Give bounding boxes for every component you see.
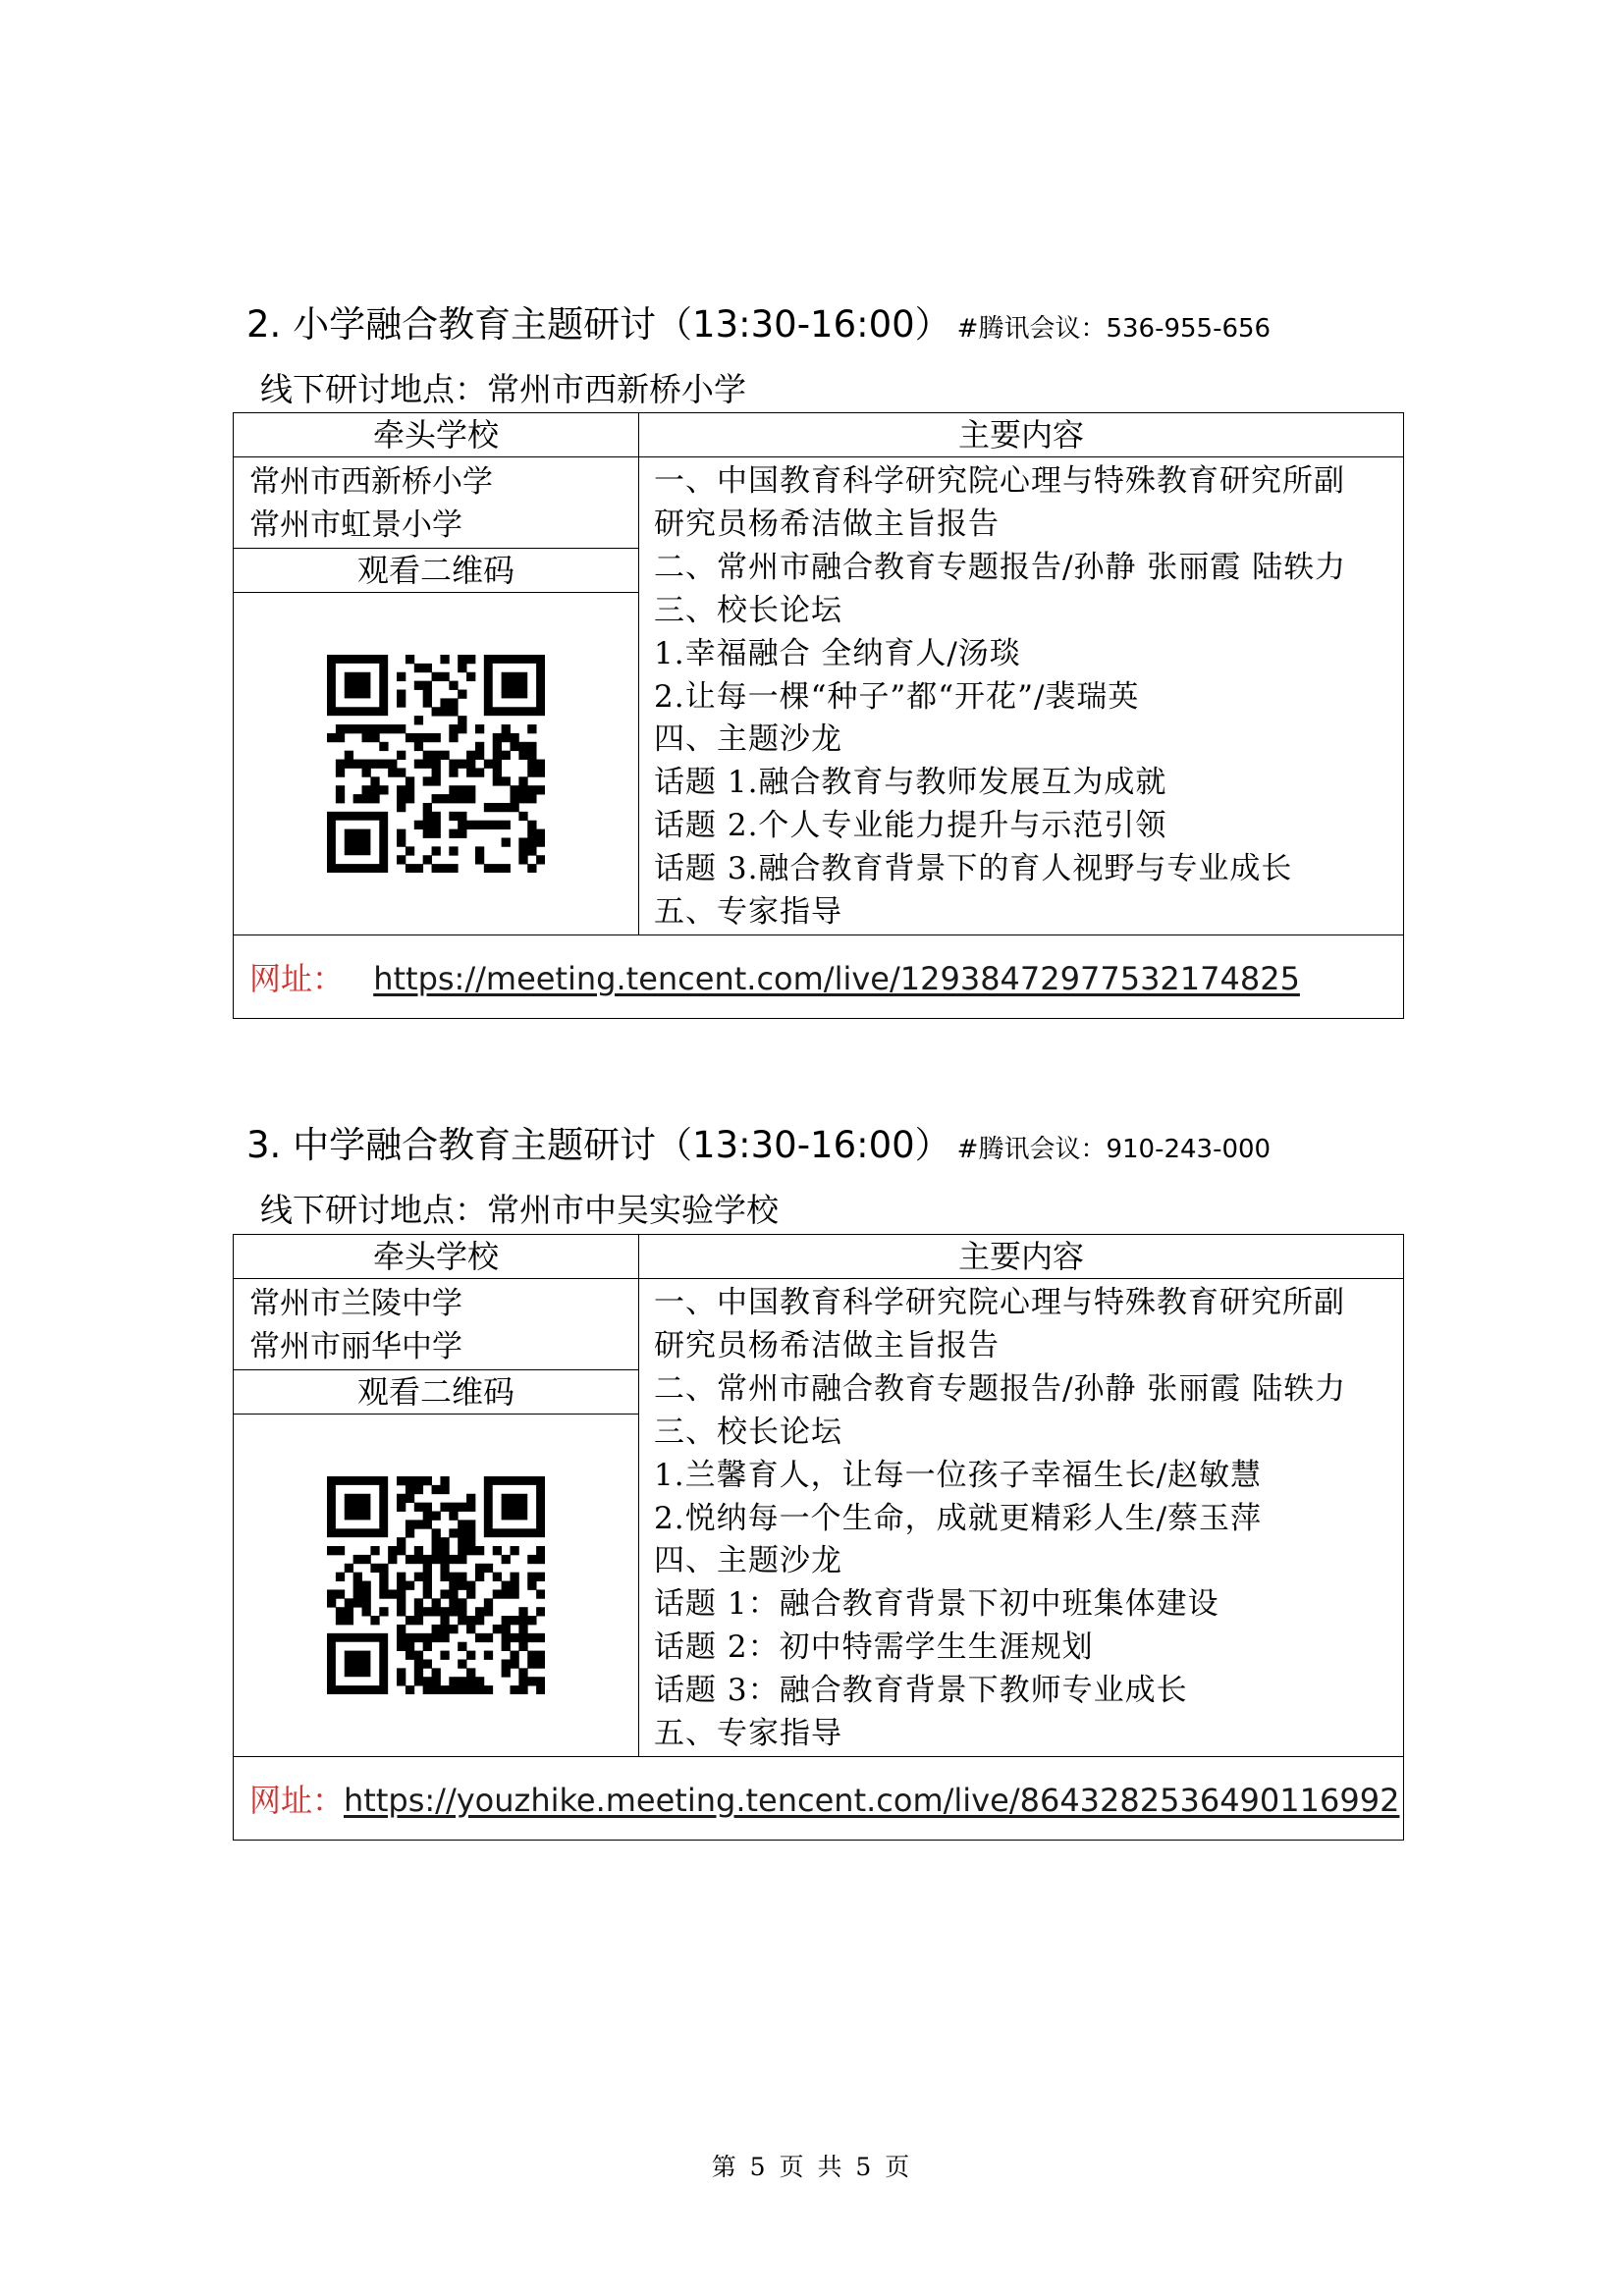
agenda-line: 二、常州市融合教育专题报告/孙静 张丽霞 陆轶力 bbox=[654, 1370, 1347, 1407]
lead-schools bbox=[234, 1279, 639, 1370]
agenda-line: 2.让每一棵“种子”都“开花”/裴瑞英 bbox=[654, 678, 1140, 715]
stream-link[interactable]: https://youzhike.meeting.tencent.com/live/8643282536490116992 bbox=[344, 1781, 1400, 1819]
schedule-table bbox=[233, 412, 1404, 1019]
url-row bbox=[234, 934, 1404, 1018]
page-footer: 第 5 页 共 5 页 bbox=[711, 2153, 913, 2181]
agenda-line: 2.悦纳每一个生命，成就更精彩人生/蔡玉萍 bbox=[654, 1500, 1263, 1536]
schedule-table bbox=[233, 1234, 1404, 1841]
header-content: 主要内容 bbox=[639, 413, 1404, 457]
qr-label: 观看二维码 bbox=[234, 1369, 639, 1414]
agenda-line: 话题 2.个人专业能力提升与示范引领 bbox=[654, 808, 1167, 844]
agenda-line: 一、中国教育科学研究院心理与特殊教育研究所副 bbox=[654, 463, 1345, 499]
agenda-line: 研究员杨希洁做主旨报告 bbox=[654, 506, 1000, 542]
venue: 线下研讨地点：常州市西新桥小学 bbox=[260, 370, 746, 408]
school-name: 常州市虹景小学 bbox=[249, 507, 462, 543]
url-label: 网址： bbox=[249, 1781, 345, 1819]
meeting-id: #腾讯会议：910-243-000 bbox=[956, 1135, 1272, 1164]
agenda-line: 1.兰馨育人，让每一位孩子幸福生长/赵敏慧 bbox=[654, 1457, 1263, 1493]
url-row bbox=[234, 1756, 1404, 1840]
section-heading bbox=[246, 1124, 1272, 1166]
agenda-line: 五、专家指导 bbox=[654, 894, 842, 931]
venue: 线下研讨地点：常州市中吴实验学校 bbox=[260, 1191, 779, 1229]
agenda-line: 一、中国教育科学研究院心理与特殊教育研究所副 bbox=[654, 1285, 1345, 1320]
school-name: 常州市丽华中学 bbox=[249, 1329, 462, 1364]
agenda-line: 话题 1：融合教育背景下初中班集体建设 bbox=[654, 1586, 1219, 1623]
section-heading bbox=[246, 303, 1272, 346]
qr-code[interactable] bbox=[327, 655, 545, 873]
qr-label: 观看二维码 bbox=[234, 548, 639, 592]
header-school: 牵头学校 bbox=[234, 413, 639, 457]
stream-link[interactable]: https://meeting.tencent.com/live/12938472977532174825 bbox=[373, 959, 1300, 997]
qr-code[interactable] bbox=[327, 1476, 545, 1694]
section-title: 3. 中学融合教育主题研讨（13:30-16:00） bbox=[246, 1124, 951, 1166]
header-content: 主要内容 bbox=[639, 1235, 1404, 1279]
lead-schools bbox=[234, 457, 639, 549]
agenda-line: 二、常州市融合教育专题报告/孙静 张丽霞 陆轶力 bbox=[654, 549, 1347, 585]
agenda bbox=[639, 457, 1404, 935]
agenda-line: 四、主题沙龙 bbox=[654, 1543, 842, 1579]
agenda-line: 话题 1.融合教育与教师发展互为成就 bbox=[654, 765, 1167, 801]
school-name: 常州市兰陵中学 bbox=[249, 1286, 462, 1321]
agenda-line: 话题 2：初中特需学生生涯规划 bbox=[654, 1629, 1094, 1666]
agenda-line: 研究员杨希洁做主旨报告 bbox=[654, 1327, 1000, 1363]
agenda-line: 五、专家指导 bbox=[654, 1716, 842, 1752]
meeting-id: #腾讯会议：536-955-656 bbox=[956, 314, 1272, 344]
agenda-line: 话题 3：融合教育背景下教师专业成长 bbox=[654, 1673, 1188, 1709]
qr-code-cell bbox=[234, 592, 639, 934]
header-school: 牵头学校 bbox=[234, 1235, 639, 1279]
url-label: 网址： bbox=[249, 959, 345, 997]
agenda-line: 四、主题沙龙 bbox=[654, 721, 842, 758]
school-name: 常州市西新桥小学 bbox=[249, 464, 493, 500]
agenda-line: 1.幸福融合 全纳育人/汤琰 bbox=[654, 635, 1021, 671]
agenda-line: 三、校长论坛 bbox=[654, 1414, 842, 1450]
section-title: 2. 小学融合教育主题研讨（13:30-16:00） bbox=[246, 303, 951, 346]
agenda bbox=[639, 1279, 1404, 1757]
agenda-line: 话题 3.融合教育背景下的育人视野与专业成长 bbox=[654, 851, 1293, 887]
agenda-line: 三、校长论坛 bbox=[654, 592, 842, 628]
qr-code-cell bbox=[234, 1414, 639, 1756]
